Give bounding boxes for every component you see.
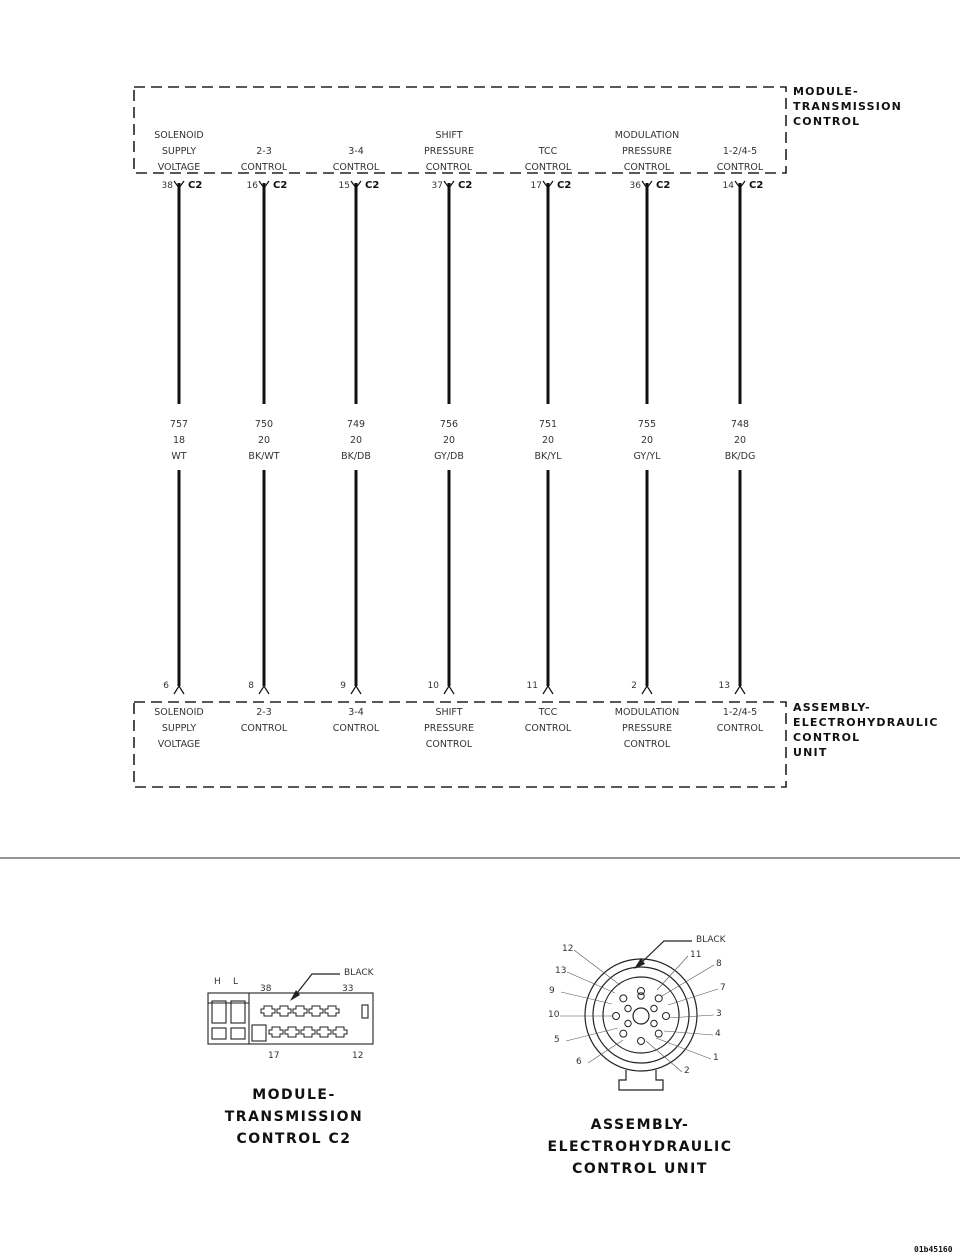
tcm-cavity: [285, 1027, 299, 1037]
wire-id-line: 20: [442, 435, 456, 446]
ehcu-pin: [655, 995, 662, 1002]
wire-id-line: 756: [439, 419, 459, 430]
bottom-circuit-label: [498, 705, 598, 737]
bottom-pin-number: 2: [631, 681, 637, 691]
ehcu-pin-number: 12: [562, 944, 574, 954]
top-circuit-label-line: CONTROL: [524, 162, 572, 173]
ehcu-pin-number: 10: [548, 1010, 560, 1020]
bottom-circuit-label-line: SHIFT: [435, 707, 463, 718]
top-module-title-line: CONTROL: [793, 115, 861, 128]
wire-id-line: BK/DB: [341, 451, 371, 462]
tcm-pin-17-label: 17: [268, 1051, 280, 1061]
top-circuit-label: [690, 144, 790, 176]
wire-id-label: [149, 417, 209, 465]
connector-c2-label: C2: [458, 180, 473, 191]
top-circuit-label-line: 1-2/4-5: [722, 146, 758, 157]
top-circuit-label-line: CONTROL: [716, 162, 764, 173]
connector-c2-label: C2: [557, 180, 572, 191]
connector-c2-label: C2: [188, 180, 203, 191]
tcm-cavity: [317, 1027, 331, 1037]
wire-id-label: [234, 417, 294, 465]
ehcu-pin: [655, 1030, 662, 1037]
top-pin-number: 16: [246, 181, 258, 191]
ehcu-pin: [651, 1005, 657, 1011]
top-circuit-label-line: VOLTAGE: [157, 162, 201, 173]
bottom-circuit-label: [690, 705, 790, 737]
tcm-connector-title-line: TRANSMISSION: [224, 1109, 364, 1125]
connector-c2-label: C2: [273, 180, 288, 191]
bottom-circuit-label: [597, 705, 697, 753]
bottom-circuit-label-line: 3-4: [348, 707, 364, 718]
ehcu-pin-number: 2: [684, 1066, 690, 1076]
wire-id-line: 757: [169, 419, 189, 430]
tcm-pin-12-label: 12: [352, 1051, 364, 1061]
ehcu-pin-number: 1: [713, 1053, 719, 1063]
ehcu-pin: [620, 995, 627, 1002]
bottom-circuit-label-line: CONTROL: [332, 723, 380, 734]
bottom-circuit-label-line: 2-3: [256, 707, 272, 718]
top-module-title-line: TRANSMISSION: [793, 100, 903, 113]
ehcu-pin: [638, 1038, 645, 1045]
tcm-cavity: [277, 1006, 291, 1016]
wire-id-line: WT: [171, 451, 187, 462]
ehcu-pin-leader: [656, 1038, 711, 1059]
bottom-circuit-label-line: CONTROL: [524, 723, 572, 734]
top-circuit-label-line: SHIFT: [435, 130, 463, 141]
bottom-terminal: [735, 686, 745, 694]
ehcu-pin-number: 11: [690, 950, 702, 960]
wire-id-label: [617, 417, 677, 465]
bottom-terminal: [351, 686, 361, 694]
tcm-pin-38-label: 38: [260, 984, 272, 994]
tcm-color-label: BLACK: [344, 968, 374, 978]
top-circuit-label: [498, 144, 598, 176]
ehcu-pin-number: 8: [716, 959, 722, 969]
wire-id-line: 20: [349, 435, 363, 446]
ehcu-pin: [625, 1020, 631, 1026]
tcm-pin-h-label: H: [214, 977, 221, 987]
bottom-circuit-label-line: TCC: [538, 707, 558, 718]
top-circuit-label-line: TCC: [538, 146, 558, 157]
ehcu-connector-title: [540, 1114, 740, 1180]
top-pin-number: 17: [530, 181, 542, 191]
ehcu-pin-leader: [657, 956, 688, 990]
top-module-title-line: MODULE-: [793, 85, 859, 98]
wire-id-label: [419, 417, 479, 465]
ehcu-pin-number: 3: [716, 1009, 722, 1019]
bottom-circuit-label-line: MODULATION: [614, 707, 680, 718]
ehcu-pin-leaders: [560, 950, 718, 1072]
ehcu-pin-number: 9: [549, 986, 555, 996]
tcm-cavity: [261, 1006, 275, 1016]
bottom-terminal: [642, 686, 652, 694]
bottom-circuit-label-line: PRESSURE: [424, 723, 474, 734]
bottom-module-title-line: ASSEMBLY-: [793, 701, 871, 714]
wire-id-line: 748: [730, 419, 750, 430]
top-circuit-label-line: CONTROL: [332, 162, 380, 173]
connector-c2-label: C2: [656, 180, 671, 191]
figure-id: 01b45160: [914, 1245, 953, 1254]
top-circuit-label-line: 2-3: [256, 146, 272, 157]
wire-id-line: BK/WT: [248, 451, 280, 462]
bottom-circuit-label-line: CONTROL: [240, 723, 288, 734]
bottom-circuit-label-line: CONTROL: [716, 723, 764, 734]
top-pin-number: 38: [161, 181, 173, 191]
bottom-pin-number: 10: [427, 681, 439, 691]
wire-id-label: [326, 417, 386, 465]
ehcu-pin-number: 4: [715, 1029, 721, 1039]
bottom-circuit-label-line: VOLTAGE: [157, 739, 201, 750]
ehcu-connector-title-line: ASSEMBLY-: [590, 1117, 690, 1133]
bottom-circuit-label-line: PRESSURE: [622, 723, 672, 734]
bottom-pin-number: 9: [340, 681, 346, 691]
top-circuit-label-line: CONTROL: [425, 162, 473, 173]
tcm-connector-title-line: CONTROL C2: [236, 1131, 352, 1147]
ehcu-pin-leader: [668, 1015, 714, 1018]
bottom-circuit-label: [306, 705, 406, 737]
wire-id-line: 751: [538, 419, 558, 430]
bottom-module-title-line: CONTROL: [793, 731, 861, 744]
top-pin-number: 36: [629, 181, 641, 191]
ehcu-pin: [651, 1020, 657, 1026]
tcm-cavity: [269, 1027, 283, 1037]
top-pin-number: 15: [338, 181, 350, 191]
ehcu-color-label: BLACK: [696, 935, 726, 945]
ehcu-connector-title-line: ELECTROHYDRAULIC: [547, 1139, 733, 1155]
tcm-connector-title: [210, 1084, 378, 1150]
bottom-pin-number: 13: [718, 681, 730, 691]
wire-id-line: BK/YL: [534, 451, 562, 462]
top-circuit-label: [306, 144, 406, 176]
bottom-terminal: [259, 686, 269, 694]
top-circuit-label: [399, 128, 499, 176]
wire-id-label: [710, 417, 770, 465]
ehcu-pin-leader: [664, 1031, 713, 1035]
ehcu-pin-number: 5: [554, 1035, 560, 1045]
wire-id-line: 755: [637, 419, 657, 430]
wire-id-line: GY/DB: [434, 451, 464, 462]
bottom-module-title-line: UNIT: [793, 746, 828, 759]
wire-id-line: 750: [254, 419, 274, 430]
tcm-pin-33-label: 33: [342, 984, 354, 994]
ehcu-pin: [638, 993, 644, 999]
wire-id-line: 18: [172, 435, 186, 446]
top-circuit-label: [597, 128, 697, 176]
bottom-terminal: [543, 686, 553, 694]
ehcu-pin-number: 13: [555, 966, 567, 976]
bottom-circuit-label-line: CONTROL: [425, 739, 473, 750]
top-circuit-label: [214, 144, 314, 176]
wire-id-line: GY/YL: [633, 451, 661, 462]
ehcu-connector-title-line: CONTROL UNIT: [572, 1161, 708, 1177]
bottom-module-title: [793, 700, 939, 760]
bottom-terminal: [444, 686, 454, 694]
tcm-cavity: [325, 1006, 339, 1016]
ehcu-pin-number: 7: [720, 983, 726, 993]
tcm-cavity: [293, 1006, 307, 1016]
bottom-pin-number: 8: [248, 681, 254, 691]
top-circuit-label-line: CONTROL: [623, 162, 671, 173]
ehcu-pin-leader: [566, 1028, 618, 1041]
top-circuit-label-line: PRESSURE: [424, 146, 474, 157]
bottom-circuit-label: [214, 705, 314, 737]
tcm-connector-cavities: [261, 1006, 347, 1037]
top-circuit-label-line: SOLENOID: [154, 130, 204, 141]
wire-id-line: 749: [346, 419, 366, 430]
wire-id-line: 20: [640, 435, 654, 446]
top-circuit-label-line: 3-4: [348, 146, 364, 157]
top-pin-number: 14: [722, 181, 734, 191]
wire-id-line: 20: [733, 435, 747, 446]
top-circuit-label-line: PRESSURE: [622, 146, 672, 157]
bottom-circuit-label: [399, 705, 499, 753]
ehcu-pin-number: 6: [576, 1057, 582, 1067]
ehcu-pin: [663, 1013, 670, 1020]
top-circuit-label-line: CONTROL: [240, 162, 288, 173]
wire-id-line: 20: [257, 435, 271, 446]
ehcu-pin-leader: [668, 989, 718, 1005]
bottom-circuit-label-line: SOLENOID: [154, 707, 204, 718]
top-pin-number: 37: [431, 181, 443, 191]
tcm-cavity: [301, 1027, 315, 1037]
bottom-pin-number: 11: [526, 681, 538, 691]
bottom-module-title-line: ELECTROHYDRAULIC: [793, 716, 939, 729]
ehcu-connector-pins: [613, 988, 670, 1045]
bottom-circuit-label-line: 1-2/4-5: [722, 707, 758, 718]
tcm-pin-l-label: L: [233, 977, 239, 987]
wire-id-line: BK/DG: [724, 451, 756, 462]
tcm-cavity: [309, 1006, 323, 1016]
connector-c2-label: C2: [365, 180, 380, 191]
bottom-pin-number: 6: [163, 681, 169, 691]
ehcu-pin: [625, 1005, 631, 1011]
bottom-circuit-label-line: CONTROL: [623, 739, 671, 750]
top-circuit-label-line: MODULATION: [614, 130, 680, 141]
wire-id-label: [518, 417, 578, 465]
bottom-circuit-label-line: SUPPLY: [161, 723, 197, 734]
tcm-cavity: [333, 1027, 347, 1037]
top-module-title: [793, 84, 902, 129]
connector-c2-label: C2: [749, 180, 764, 191]
ehcu-pin-leader: [662, 965, 714, 996]
top-circuit-label-line: SUPPLY: [161, 146, 197, 157]
bottom-terminal: [174, 686, 184, 694]
tcm-connector-title-line: MODULE-: [252, 1087, 336, 1103]
wire-id-line: 20: [541, 435, 555, 446]
ehcu-pin: [620, 1030, 627, 1037]
